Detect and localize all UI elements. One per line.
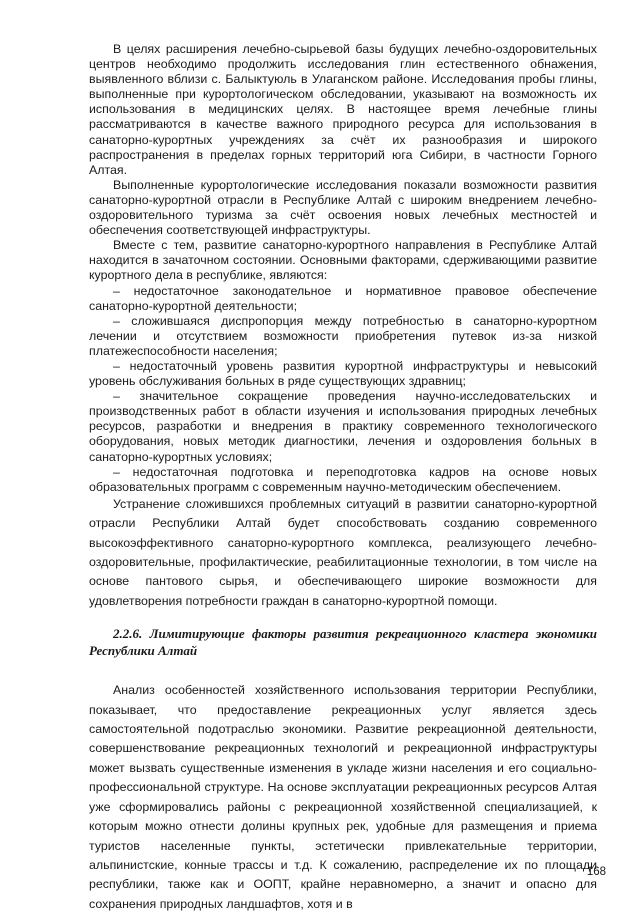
list-item-legislation: – недостаточное законодательное и нормативное правовое обеспечение санаторно-курортной деятельности; — [89, 283, 597, 313]
paragraph-clay-research: В целях расширения лечебно-сырьевой базы будущих лечебно-оздоровительных центров необходимо продолжить исследования глин естественного обнажения, выявленного вблизи с. Балыктуюль в Улаганском районе. Исследования пробы глины, выполненные при курортологическом обследовании, указывают на возможность их использования в медицинских целях. В настоящее время лечебные глины рассматриваются в качестве важного природного ресурса для использования в санаторно-курортных учреждениях за счёт их разнообразия и широкого распространения в пределах горных территорий юга Сибири, в частности Горного Алтая. — [89, 42, 597, 177]
list-item-disproportion: – сложившаяся диспропорция между потребностью в санаторно-курортном лечении и отсутствием возможности приобретения путевок из-за низкой платежеспособности населения; — [89, 313, 597, 358]
list-item-infrastructure: – недостаточный уровень развития курортной инфраструктуры и невысокий уровень обслуживания больных в ряде существующих здравниц; — [89, 358, 597, 389]
paragraph-research-results: Выполненные курортологические исследования показали возможности развития санаторно-курортной отрасли в Республике Алтай с широким внедрением лечебно-оздоровительного туризма за счёт освоения новых лечебных местностей и обеспечения соответствующей инфраструктуры. — [89, 177, 597, 238]
paragraph-factors-intro: Вместе с тем, развитие санаторно-курортного направления в Республике Алтай находится в зачаточном состоянии. Основными факторами, сдерживающими развитие курортного дела в республике, являются: — [89, 238, 597, 283]
paragraph-conclusion: Устранение сложившихся проблемных ситуаций в развитии санаторно-курортной отрасли Республики Алтай будет способствовать созданию современного высокоэффективного санаторно-курортного комплекса, реализующего лечебно-оздоровительные, профилактические, реабилитационные технологии, в том числе на основе пантового сырья, и обеспечивающего широкие возможности для удовлетворения потребности граждан в санаторно-курортной помощи. — [89, 496, 597, 608]
page-number: 168 — [586, 866, 606, 878]
top-section — [89, 42, 597, 495]
paragraph-recreation-analysis: Анализ особенностей хозяйственного использования территории Республики, показывает, что предоставление рекреационных услуг является здесь самостоятельной подотраслью экономики. Развитие рекреационной деятельности, совершенствование рекреационных технологий и рекреационной инфраструктуры может вызвать существенные изменения в укладе жизни населения и его социально-профессиональной структуре. На основе эксплуатации рекреационных ресурсов Алтая уже сформировались районы с рекреационной хозяйственной специализацией, к которым можно отнести долины крупных рек, удобные для размещения и приема туристов населенные пункты, эстетически привлекательные территории, альпинистские, конные трассы и т.д. К сожалению, распределение их по площади республики, также как и ООПТ, крайне неравномерно, а значит и опасно для сохранения природных ландшафтов, хотя и в — [89, 683, 597, 911]
section-heading: 2.2.6. Лимитирующие факторы развития рекреационного кластера экономики Республики Алтай — [89, 626, 597, 659]
document-page — [89, 42, 597, 914]
list-item-training: – недостаточная подготовка и переподготовка кадров на основе новых образовательных программ с современным научно-методическим обеспечением. — [89, 464, 597, 494]
list-item-research-reduction: – значительное сокращение проведения научно-исследовательских и производственных работ в области изучения и использования природных лечебных ресурсов, разработки и внедрения в практику современного технологического оборудования, новых методик диагностики, лечения и оздоровления больных в санаторно-курортных условиях; — [89, 389, 597, 464]
